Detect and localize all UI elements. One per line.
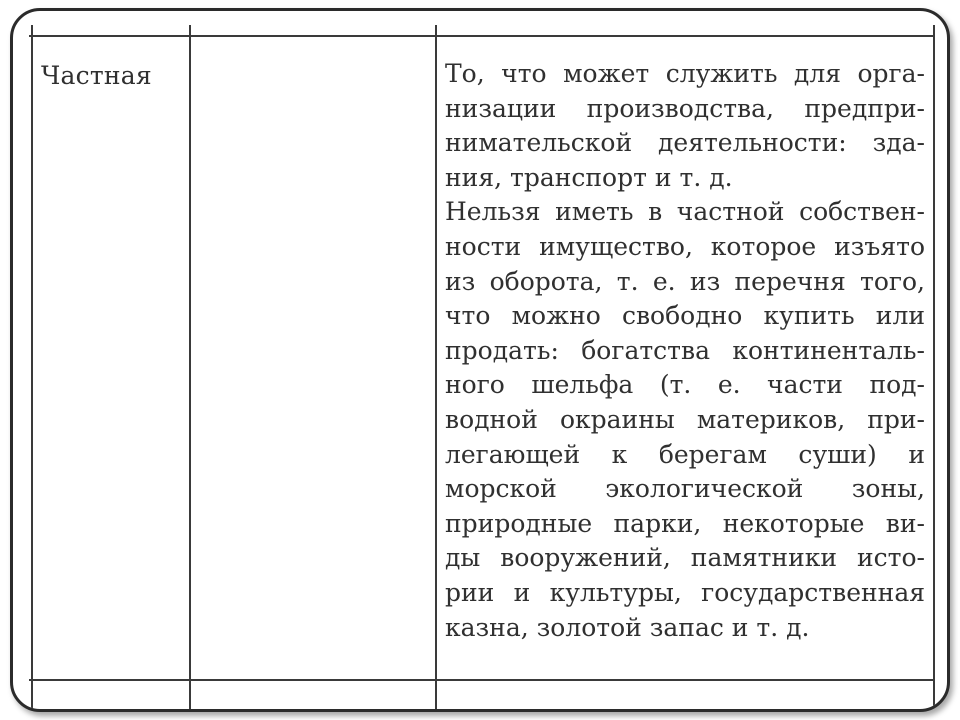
table-left-rule	[31, 25, 33, 709]
description-line: То, что может служить для орга-	[445, 59, 925, 88]
description-line: ния, транспорт и т. д.	[445, 162, 733, 192]
description-line: казна, золотой запас и т. д.	[445, 612, 810, 642]
table-top-rule	[29, 35, 933, 37]
table-column-rule-2	[435, 25, 437, 709]
description-line: Нельзя иметь в частной собствен-	[445, 197, 925, 227]
description-line: природные парки, некоторые ви-	[445, 508, 925, 538]
description-line: водной окраины материков, при-	[445, 404, 925, 434]
description-line: ного шельфа (т. е. части под-	[445, 370, 925, 400]
description-cell	[445, 57, 925, 645]
description-line: низации производства, предпри-	[445, 93, 925, 123]
table-right-rule	[933, 25, 935, 709]
table-bottom-rule	[29, 679, 933, 681]
row-label-cell: Частная	[41, 61, 152, 90]
table-column-rule-1	[189, 25, 191, 709]
description-line: легающей к берегам суши) и	[445, 439, 925, 469]
description-line: морской экологической зоны,	[445, 474, 925, 504]
description-line: рии и культуры, государственная	[445, 577, 925, 607]
description-line: ности имущество, которое изъято	[445, 231, 925, 261]
slide-frame	[10, 8, 950, 712]
scanned-table	[13, 11, 947, 709]
description-line: из оборота, т. е. из перечня того,	[445, 266, 925, 296]
description-line: что можно свободно купить или	[445, 301, 925, 331]
description-line: продать: богатства континенталь-	[445, 335, 925, 365]
description-line: нимательской деятельности: зда-	[445, 128, 925, 158]
description-line: ды вооружений, памятники исто-	[445, 543, 925, 573]
